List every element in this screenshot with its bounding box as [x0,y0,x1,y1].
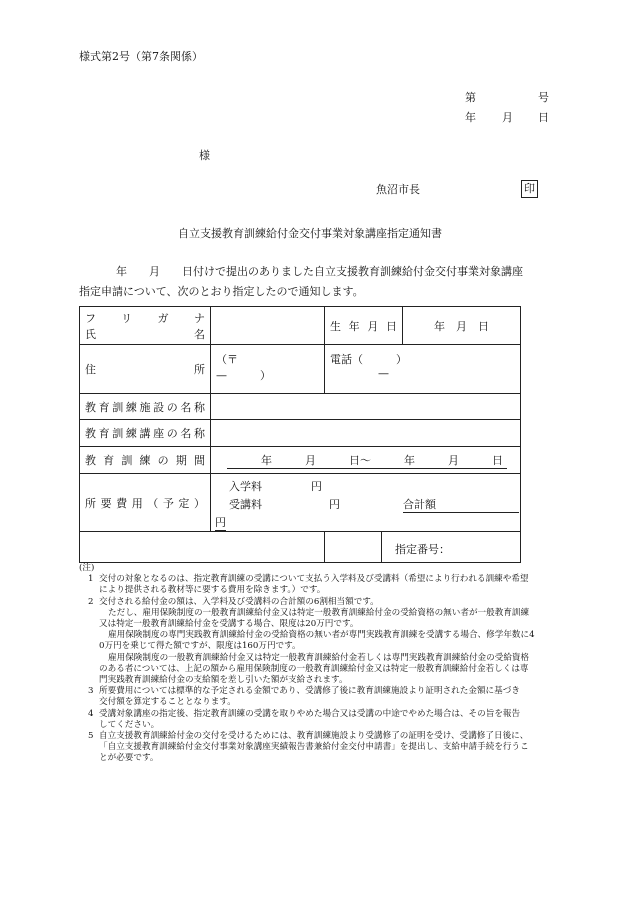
note-item [79,709,539,731]
note-number: 2 [88,596,94,607]
note-line: 「自立支援教育訓練給付金交付事業対象講座実績報告書兼給付金交付申請書」を提出し、支給申請手続を行うこ [99,742,529,753]
form-number: 様式第2号（第7条関係） [79,50,203,63]
note-line: 交付される給付金の額は、入学料及び受講料の合計額の6割相当額です。 [99,596,379,607]
note-line: 雇用保険制度の専門実践教育訓練給付金の受給資格の無い者が専門実践教育訓練を受講する場合、修学年数に4 [108,630,535,641]
cost-value-cell [211,474,521,532]
note-item [79,731,539,765]
note-item [79,653,539,687]
note-item [79,597,539,608]
addressee-suffix: 様 [199,149,210,162]
note-line: のある者については、上記の額から雇用保険制度の一般教育訓練給付金又は特定一般教育訓練給付金若しくは専 [99,663,529,674]
document-title: 自立支援教育訓練給付金交付事業対象講座指定通知書 [178,227,442,240]
course-label: 教育訓練講座の名称 [85,427,205,440]
furigana-label: フリガナ [85,311,205,325]
name-value-cell [211,307,325,345]
designation-number-label: 指定番号： [395,543,450,556]
birthdate-label: 生年月日 [330,319,397,333]
note-item [79,608,539,630]
postal-code: （〒 — ） [216,353,271,382]
note-item [79,574,539,596]
designation-divider [381,532,382,563]
note-line: 受講対象講座の指定後、指定教育訓練の受講を取りやめた場合又は受講の中途でやめた場合は、その旨を報告 [99,708,521,719]
issuer: 魚沼市長 [376,183,420,196]
notes-section [79,563,539,765]
total-label: 合計額 [403,496,519,513]
date-day: 日 [538,111,549,124]
name-label-cell [80,307,211,345]
note-line: 雇用保険制度の一般教育訓練給付金又は特定一般教育訓練給付金若しくは専門実践教育訓練給付金の受給資格 [108,652,530,663]
birthdate-value: 年 月 日 [434,319,489,333]
course-fee-yen: 円 [329,498,340,511]
designation-table [79,306,521,563]
notes-list [79,574,539,764]
date-month: 月 [502,111,513,124]
admission-fee-yen: 円 [311,480,322,493]
course-value-cell [211,420,521,447]
note-line: 0万円を乗じて得た額ですが、限度は160万円です。 [99,641,301,652]
admission-fee-label: 入学料 [229,480,262,493]
address-label: 住所 [85,363,205,376]
address-label-cell [80,345,211,394]
designation-number-cell [325,532,521,563]
period-value-cell [211,447,521,474]
phone-dash: — [378,367,389,380]
name-label: 氏名 [85,327,205,341]
phone-cell [325,345,521,394]
cost-label: 所要費用（予定） [85,496,205,510]
note-line: してください。 [99,719,160,730]
facility-label-cell [80,394,211,420]
seal-mark: 印 [521,180,538,198]
note-item [79,686,539,708]
course-fee-label: 受講料 [229,498,262,511]
notes-header: (注) [79,563,95,573]
note-item [79,630,539,652]
note-number: 1 [88,574,94,585]
birthdate-label-cell [325,307,403,345]
doc-number-prefix: 第 [465,91,476,104]
note-number: 5 [88,731,94,742]
period-label-cell [80,447,211,474]
period-value: 年 月 日～ 年 月 日 [227,452,507,469]
address-value-cell [211,345,325,394]
body-line-1: 年 月 日付けで提出のありました自立支援教育訓練給付金交付事業対象講座 [116,265,523,278]
total-yen: 円 [215,516,226,529]
period-label: 教育訓練の期間 [85,454,205,467]
note-line: により提供される教材等に要する費用を除きます。）です。 [99,585,326,596]
note-line: ただし、雇用保険制度の一般教育訓練給付金又は特定一般教育訓練給付金の受給資格の無い者が一般教育訓練 [108,607,530,618]
birthdate-value-cell [403,307,521,345]
note-line: 自立支援教育訓練給付金の交付を受けるためには、教育訓練施設より受講修了の証明を受け、受講修了日後に、 [99,731,529,742]
facility-value-cell [211,394,521,420]
note-line: 又は特定一般教育訓練給付金を受講する場合、限度は20万円です。 [99,619,359,630]
note-line: 交付の対象となるのは、指定教育訓練の受講について支払う入学料及び受講料（希望により行われる訓練や希望 [99,574,529,585]
note-line: とが必要です。 [99,753,159,764]
date-year: 年 [465,111,476,124]
note-number: 4 [88,708,94,719]
facility-label: 教育訓練施設の名称 [85,400,205,414]
note-line: 交付額を算定することとなります。 [99,697,236,708]
cost-label-cell [80,474,211,532]
designation-blank-cell [80,532,325,563]
course-label-cell [80,420,211,447]
phone-label: 電話（ ） [330,353,407,366]
note-number: 3 [88,686,94,697]
doc-number-suffix: 号 [538,91,549,104]
note-line: 門実践教育訓練給付金の支給額を差し引いた額が支給されます。 [99,675,348,686]
note-line: 所要費用については標準的な予定される金額であり、受講修了後に教育訓練施設より証明された金額に基づき [99,686,520,697]
body-line-2: 指定申請について、次のとおり指定したので通知します。 [79,285,364,298]
